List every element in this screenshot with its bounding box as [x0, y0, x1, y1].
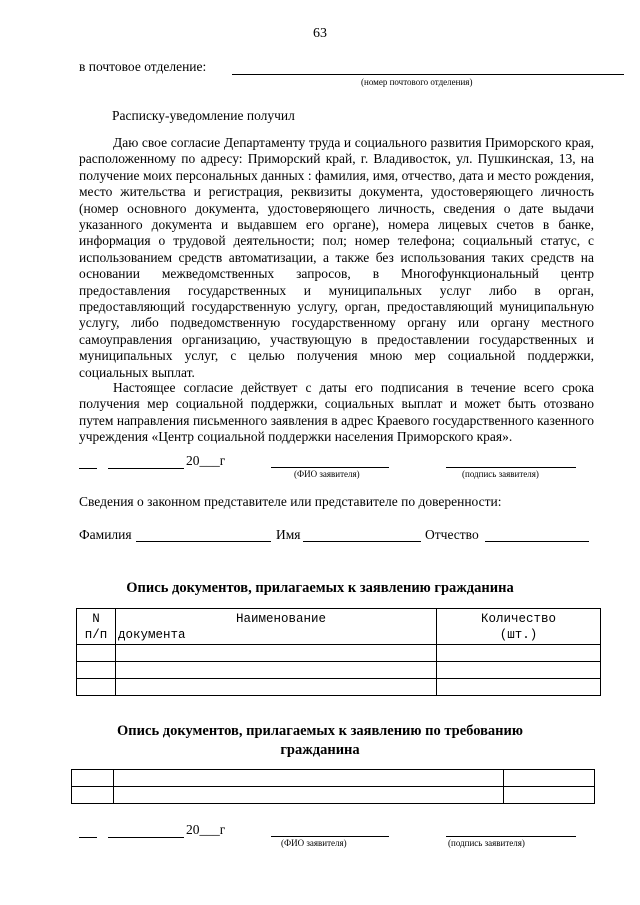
surname-field[interactable]: [136, 541, 271, 542]
table-cell[interactable]: [504, 770, 595, 787]
applicant-signature-caption: (подпись заявителя): [462, 469, 539, 479]
applicant-signature-field[interactable]: [446, 467, 576, 468]
first-name-label: Имя: [276, 527, 301, 542]
table-row[interactable]: [77, 662, 601, 679]
table-cell[interactable]: [116, 645, 437, 662]
table-cell[interactable]: [437, 645, 601, 662]
representative-intro: Сведения о законном представителе или представителе по доверенности:: [79, 494, 502, 509]
date-month-field-2[interactable]: [108, 837, 184, 838]
postal-office-caption: (номер почтового отделения): [361, 77, 473, 87]
column-quantity-line2: (шт.): [499, 628, 538, 642]
patronymic-field[interactable]: [485, 541, 589, 542]
table-cell[interactable]: [116, 662, 437, 679]
date-day-field[interactable]: [79, 468, 97, 469]
column-number-line2: п/п: [84, 628, 108, 642]
column-quantity-line1: Количество: [480, 612, 556, 626]
column-quantity-header: [437, 609, 601, 645]
page-number: 63: [313, 26, 327, 41]
inventory-on-demand-table: [71, 769, 595, 804]
table-cell[interactable]: [72, 770, 114, 787]
inventory-on-demand-title-line2: гражданина: [280, 742, 360, 758]
date-month-field[interactable]: [108, 468, 184, 469]
surname-label: Фамилия: [79, 527, 132, 542]
table-row[interactable]: [72, 787, 595, 804]
date-year-text-2: 20___г: [186, 822, 226, 837]
column-name-line1: Наименование: [235, 612, 326, 626]
applicant-signature-caption-2: (подпись заявителя): [448, 838, 525, 848]
table-row[interactable]: [77, 679, 601, 696]
date-day-field-2[interactable]: [79, 837, 97, 838]
applicant-name-field[interactable]: [271, 467, 389, 468]
postal-office-label: в почтовое отделение:: [79, 59, 207, 74]
applicant-signature-field-2[interactable]: [446, 836, 576, 837]
table-cell[interactable]: [77, 645, 116, 662]
table-cell[interactable]: [437, 662, 601, 679]
table-row[interactable]: [72, 770, 595, 787]
patronymic-label: Отчество: [425, 527, 479, 542]
applicant-name-caption: (ФИО заявителя): [294, 469, 360, 479]
table-cell[interactable]: [114, 787, 504, 804]
table-cell[interactable]: [72, 787, 114, 804]
table-cell[interactable]: [114, 770, 504, 787]
column-name-line2: документа: [118, 628, 186, 642]
table-cell[interactable]: [504, 787, 595, 804]
receipt-text: Расписку-уведомление получил: [112, 108, 295, 123]
column-name-header: [116, 609, 437, 645]
consent-paragraph: Даю свое согласие Департаменту труда и социального развития Приморского края, расположенному по адресу: Приморский край, г. Владивосток, ул. Пушкинская, 13, на получение моих персональных данных : фамилия, имя, отчество, дата и место рождения, место жительства и регистрация, реквизиты документа, удостоверяющего личность (номер основного документа, удостоверяющего личность, сведения о дате выдачи указанного документа и выдавшем его органе), номера лицевых счетов в банке, информация о трудовой деятельности; пол; номер телефона; социальный статус, с использованием средств автоматизации, а также без использования таких средств на основании межведомственных запросов, в Многофункциональный центр предоставления государственных и муниципальных услуг либо в орган, предоставляющий государственную услугу, орган, предоставляющий муниципальную услугу, либо подведомственную государственному органу или органу местного самоуправления организацию, участвующую в предоставлении государственных и муниципальных услуг, с целью получения мною мер социальной поддержки, социальных выплат.: [79, 135, 594, 380]
table-header-row: [77, 609, 601, 645]
date-year-text: 20___г: [186, 453, 226, 468]
inventory-table: [76, 608, 601, 696]
consent-validity-paragraph: Настоящее согласие действует с даты его подписания в течение всего срока получения мер социальной поддержки, социальных выплат и может быть отозвано путем направления письменного заявления в адрес Краевого государственного казенного учреждения «Центр социальной поддержки населения Приморского края».: [79, 380, 594, 445]
applicant-name-field-2[interactable]: [271, 836, 389, 837]
column-number-line1: N: [92, 612, 100, 626]
postal-office-field[interactable]: [232, 74, 624, 75]
table-cell[interactable]: [77, 679, 116, 696]
applicant-name-caption-2: (ФИО заявителя): [281, 838, 347, 848]
table-cell[interactable]: [77, 662, 116, 679]
column-number-header: [77, 609, 116, 645]
first-name-field[interactable]: [303, 541, 421, 542]
inventory-on-demand-title-line1: Опись документов, прилагаемых к заявлению по требованию: [117, 723, 523, 739]
inventory-title: Опись документов, прилагаемых к заявлению гражданина: [126, 580, 514, 596]
table-cell[interactable]: [116, 679, 437, 696]
table-cell[interactable]: [437, 679, 601, 696]
table-row[interactable]: [77, 645, 601, 662]
